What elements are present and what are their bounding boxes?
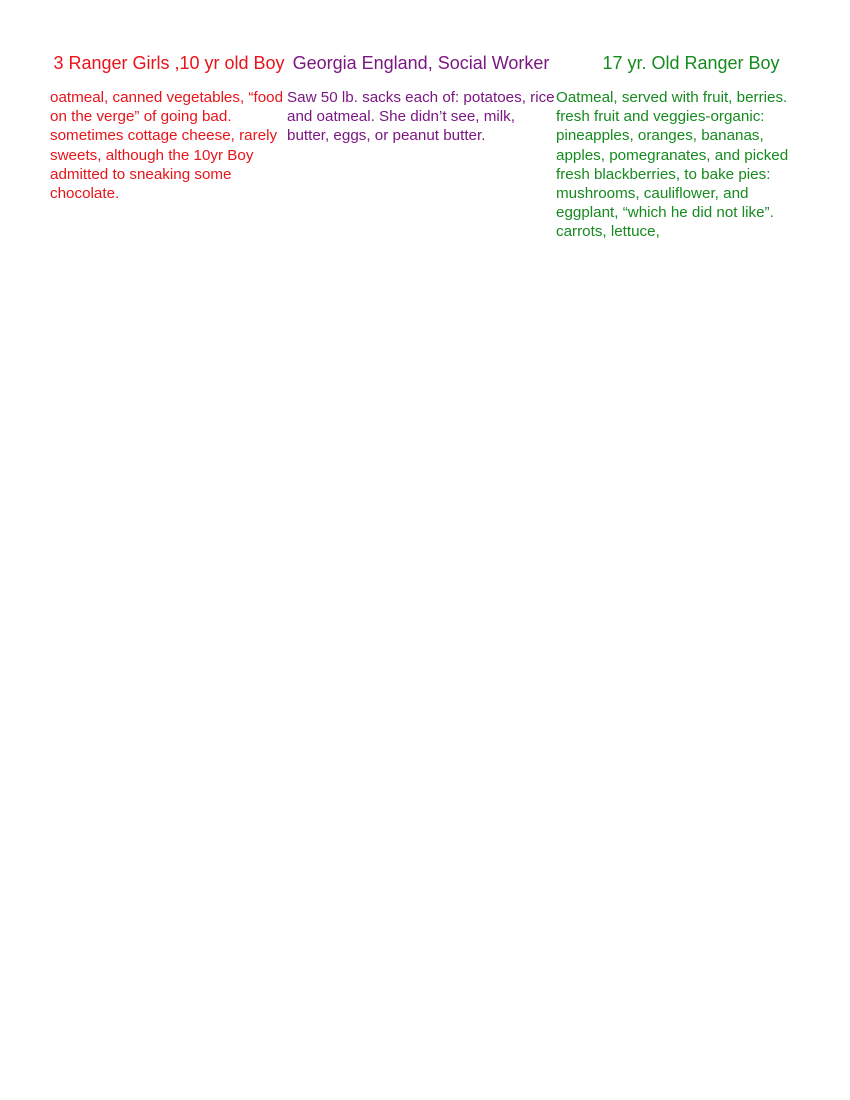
column-body-text: Oatmeal, served with fruit, berries. fresh fruit and veggies-organic: pineapples, oranges, bananas, apples, pomegranates, and picked fresh blackberries, to bake pies: mushrooms, cauliflower, and eggplant, “which he did not like”. carrots, lettuce, [556, 89, 789, 241]
column-heading: 17 yr. Old Ranger Boy [602, 53, 780, 73]
column-heading: 3 Ranger Girls ,10 yr old Boy [53, 53, 285, 73]
column-ranger-boy [556, 52, 806, 242]
column-body-text: oatmeal, canned vegetables, “food on the verge” of going bad. sometimes cottage cheese, rarely sweets, although the 10yr Boy admitted to sneaking some chocolate. [50, 89, 284, 203]
column-heading: Georgia England, Social Worker [292, 53, 550, 73]
column-ranger-girls [50, 52, 288, 203]
column-body-text: Saw 50 lb. sacks each of: potatoes, rice and oatmeal. She didn’t see, milk, butter, eggs, or peanut butter. [287, 89, 555, 145]
column-social-worker [287, 52, 555, 146]
